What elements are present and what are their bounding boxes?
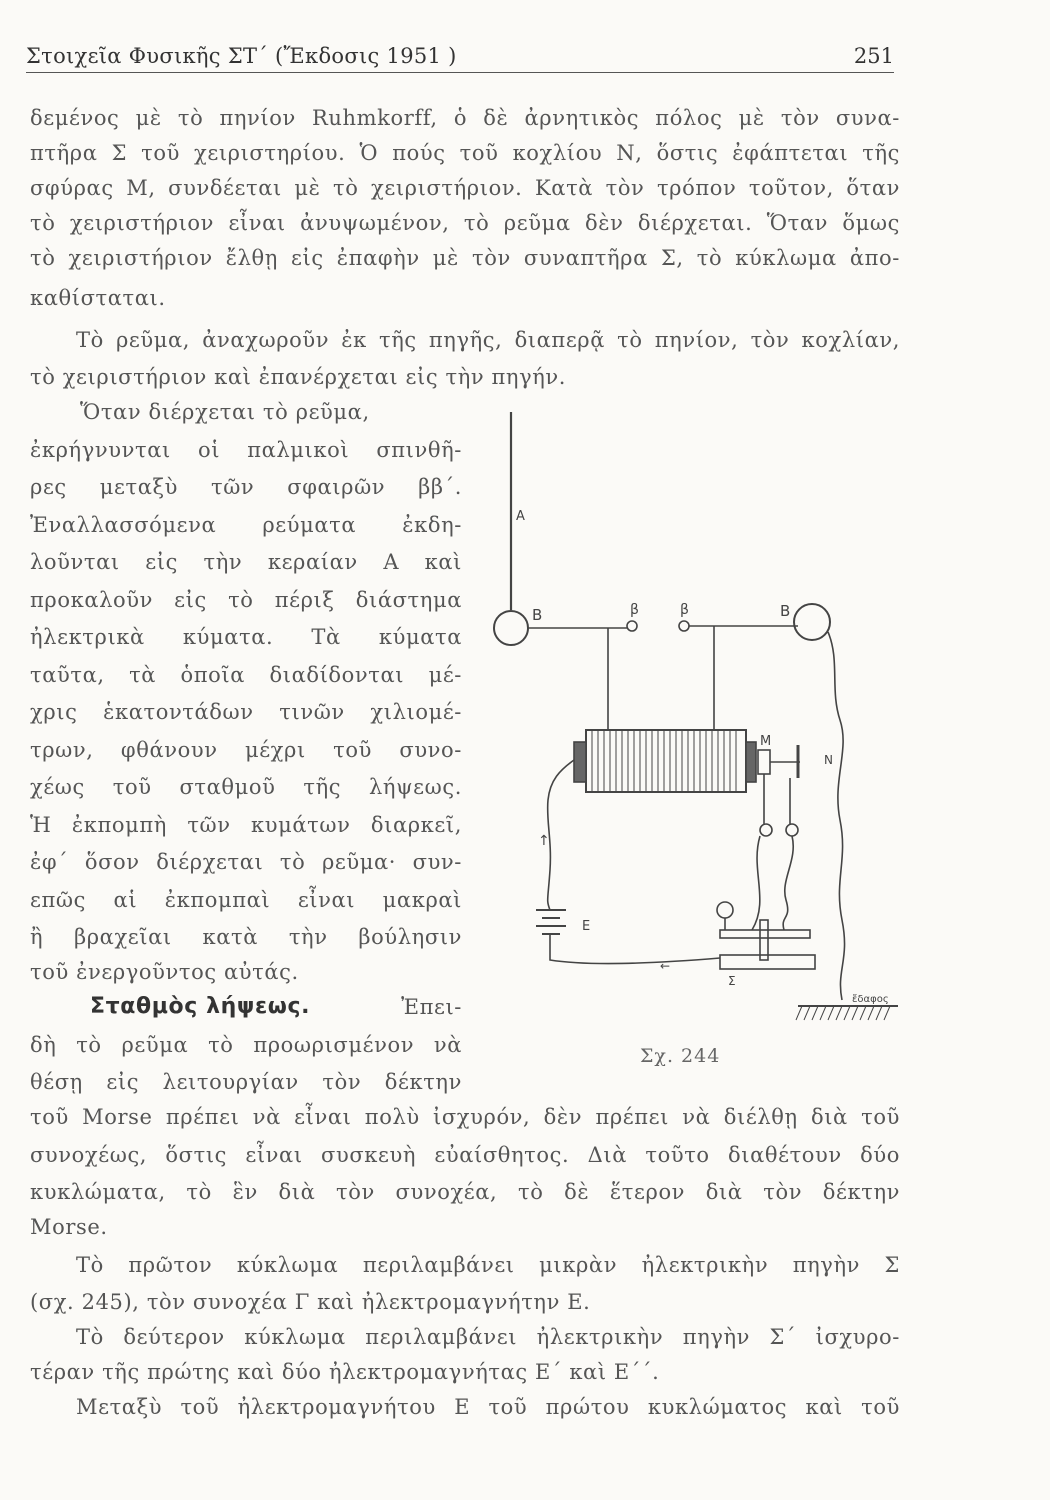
- text-line: σφύρας Μ, συνδέεται μὲ τὸ χειριστήριον. Κατὰ τὸν τρόπον τοῦτον, ὅταν: [30, 176, 900, 200]
- ground-hatching: [796, 1006, 890, 1020]
- current-arrow: ←: [660, 959, 671, 973]
- spark-left-label: β: [630, 602, 639, 618]
- key-wire: [752, 836, 760, 930]
- key-wire: [783, 836, 793, 930]
- terminal: [786, 824, 798, 836]
- text-line: κυκλώματα, τὸ ἓν διὰ τὸν συνοχέα, τὸ δὲ ἕτερον διὰ τὸν δέκτην: [30, 1180, 900, 1204]
- text-line: τρων, φθάνουν μέχρι τοῦ συνο-: [30, 738, 462, 762]
- text-line: συνοχέως, ὅστις εἶναι συσκευὴ εὐαίσθητος. Διὰ τοῦτο διαθέτουν δύο: [30, 1143, 900, 1167]
- contact-label: Σ: [728, 974, 736, 988]
- right-sphere-label: B: [780, 602, 791, 620]
- page-number: 251: [853, 44, 894, 68]
- text-line: Τὸ πρῶτον κύκλωμα περιλαμβάνει μικρὰν ἠλεκτρικὴν πηγὴν Σ: [76, 1253, 900, 1277]
- battery-label: E: [582, 919, 591, 934]
- text-line: Μεταξὺ τοῦ ἠλεκτρομαγνήτου Ε τοῦ πρώτου κυκλώματος καὶ τοῦ: [76, 1395, 900, 1419]
- text-line: τοῦ ἐνεργοῦντος αὐτάς.: [30, 960, 299, 984]
- text-line: ἢ βραχεῖαι κατὰ τὴν βούλησιν: [30, 925, 462, 949]
- text-line: Ἐναλλασσόμενα ρεύματα ἐκδη-: [30, 513, 462, 537]
- left-sphere-label: B: [532, 606, 543, 624]
- text-line: προκαλοῦν εἰς τὸ πέριξ διάστημα: [30, 588, 462, 612]
- coil-end-cap: [746, 742, 756, 782]
- text-line: καθίσταται.: [30, 286, 166, 310]
- text-line: πτῆρα Σ τοῦ χειριστηρίου. Ὁ πούς τοῦ κοχλίου Ν, ὅστις ἐφάπτεται τῆς: [30, 141, 900, 165]
- text-line: θέσῃ εἰς λειτουργίαν τὸν δέκτην: [30, 1070, 462, 1094]
- coil-end-cap: [574, 742, 586, 782]
- running-header-title: Στοιχεῖα Φυσικῆς ΣΤ΄ (Ἔκδοσις 1951 ): [26, 44, 457, 68]
- text-line: λοῦνται εἰς τὴν κεραίαν Α καὶ: [30, 550, 462, 574]
- battery: [536, 910, 566, 934]
- terminal: [760, 824, 772, 836]
- key-pivot: [760, 920, 768, 960]
- text-line: Morse.: [30, 1215, 108, 1239]
- text-line: δεμένος μὲ τὸ πηνίον Ruhmkorff, ὁ δὲ ἀρνητικὸς πόλος μὲ τὸν συνα-: [30, 106, 900, 130]
- text-line: τὸ χειριστήριον εἶναι ἀνυψωμένον, τὸ ρεῦμα δὲν διέρχεται. Ὅταν ὅμως: [30, 211, 900, 235]
- current-arrow: ↑: [538, 833, 550, 849]
- text-line: τέραν τῆς πρώτης καὶ δύο ἠλεκτρομαγνήτας Ε΄ καὶ Ε΄΄.: [30, 1360, 660, 1384]
- hammer-label: M: [760, 734, 772, 749]
- text-line: ρες μεταξὺ τῶν σφαιρῶν ββ΄.: [30, 475, 462, 499]
- text-line: ἐκρήγνυνται οἱ παλμικοὶ σπινθῆ-: [30, 438, 462, 462]
- text-line: χρις ἑκατοντάδων τινῶν χιλιομέ-: [30, 700, 462, 724]
- antenna-label: A: [516, 509, 525, 524]
- figure-caption: Σχ. 244: [640, 1045, 721, 1067]
- left-sphere: [494, 611, 528, 645]
- right-sphere: [794, 604, 830, 640]
- text-line: ταῦτα, τὰ ὁποῖα διαδίδονται μέ-: [30, 663, 462, 687]
- running-header: [26, 38, 894, 73]
- text-line: επῶς αἱ ἐκπομπαὶ εἶναι μακραὶ: [30, 888, 462, 912]
- text-line: χέως τοῦ σταθμοῦ τῆς λήψεως.: [30, 775, 462, 799]
- screw-label: N: [824, 753, 833, 767]
- text-fragment: Ἐπει-: [401, 995, 462, 1019]
- text-line: Ἡ ἐκπομπὴ τῶν κυμάτων διαρκεῖ,: [30, 813, 462, 837]
- text-line: τοῦ Morse πρέπει νὰ εἶναι πολὺ ἰσχυρόν, δὲν πρέπει νὰ διέλθῃ διὰ τοῦ: [30, 1105, 900, 1129]
- circuit-figure: [480, 400, 920, 1040]
- return-wire: [550, 934, 720, 964]
- text-line: ἐφ΄ ὅσον διέρχεται τὸ ρεῦμα· συν-: [30, 850, 462, 874]
- hammer: [758, 750, 770, 774]
- text-line: δὴ τὸ ρεῦμα τὸ προωρισμένον νὰ: [30, 1033, 462, 1057]
- key-lever: [720, 930, 810, 938]
- text-line: τὸ χειριστήριον ἔλθῃ εἰς ἐπαφὴν μὲ τὸν συναπτῆρα Σ, τὸ κύκλωμα ἀπο-: [30, 246, 900, 270]
- text-line: τὸ χειριστήριον καὶ ἐπανέρχεται εἰς τὴν πηγήν.: [30, 365, 567, 389]
- key-knob: [717, 902, 733, 918]
- section-heading: Σταθμὸς λήψεως.: [90, 994, 311, 1019]
- text-line: ἠλεκτρικὰ κύματα. Τὰ κύματα: [30, 625, 462, 649]
- spark-ball-right: [679, 621, 689, 631]
- spark-right-label: β: [680, 602, 689, 618]
- text-line: Τὸ ρεῦμα, ἀναχωροῦν ἐκ τῆς πηγῆς, διαπερᾷ τὸ πηνίον, τὸν κοχλίαν,: [76, 328, 900, 352]
- text-line: (σχ. 245), τὸν συνοχέα Γ καὶ ἠλεκτρομαγνήτην Ε.: [30, 1290, 591, 1314]
- transmitter-circuit-diagram: [480, 400, 920, 1040]
- earth-label: ἔδαφος: [852, 994, 889, 1005]
- spark-ball-left: [627, 621, 637, 631]
- primary-wire: [548, 760, 574, 910]
- ground-wire: [828, 632, 845, 1000]
- coil-windings: [592, 730, 736, 792]
- text-line: Τὸ δεύτερον κύκλωμα περιλαμβάνει ἠλεκτρικὴν πηγὴν Σ΄ ἰσχυρο-: [76, 1325, 900, 1349]
- text-line: Ὅταν διέρχεται τὸ ρεῦμα,: [80, 400, 370, 424]
